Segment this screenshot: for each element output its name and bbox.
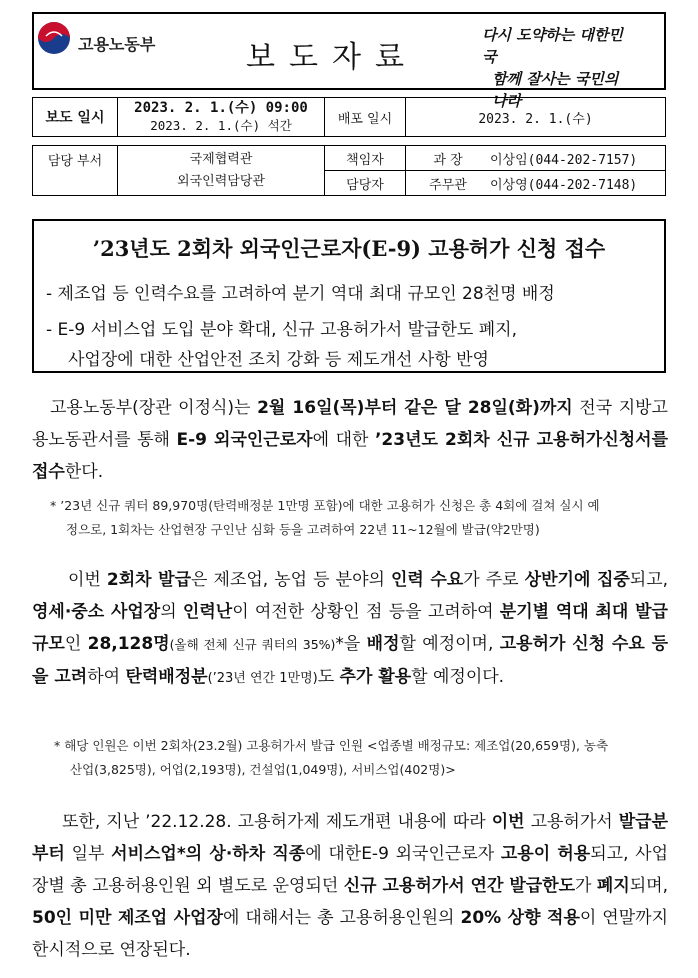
release-table (32, 97, 666, 137)
p2-j: 인력난 (182, 602, 233, 622)
p2-y: 할 예정이다. (411, 667, 505, 687)
dept-name-cell (118, 146, 325, 196)
p2-q: 배정 (366, 634, 400, 654)
release-datetime-paper: 2023. 2. 1.(수) 석간 (150, 118, 292, 133)
release-datetime: 2023. 2. 1.(수) 09:00 (134, 100, 308, 116)
p3-p: 20% 상향 적용 (460, 908, 580, 928)
p2-m: 인 (64, 634, 88, 654)
p3-a: 또한, 지난 ’22.12.28. 고용허가제 제도개편 내용에 따라 (62, 812, 492, 832)
summary-item-2-line1: - E-9 서비스업 도입 분야 확대, 신규 고용허가서 발급한도 폐지, (46, 320, 517, 340)
p3-h: 고용이 허용 (500, 844, 591, 864)
slogan-line2: 함께 잘사는 국민의 나라 (492, 70, 619, 110)
note-1-line1: * ’23년 신규 쿼터 89,970명(탄력배정분 1만명 포함)에 대한 고용허가 신청은 총 4회에 걸쳐 실시 예 (50, 498, 600, 513)
summary-title: ’23년도 2회차 외국인근로자(E-9) 고용허가 신청 접수 (92, 236, 606, 261)
note-1-line2: 정으로, 1회차는 산업현장 구인난 심화 등을 고려하여 22년 11~12월에 발급(약2만명) (66, 522, 540, 537)
p3-o: 에 대해서는 총 고용허용인원의 (223, 908, 461, 928)
p1-text-e: 에 대한 (312, 430, 375, 450)
ministry-logo-icon (36, 20, 72, 56)
paragraph-1 (32, 392, 668, 488)
p3-q: 이 연말까지 한시적으로 연장된다. (32, 908, 668, 960)
p1-period: 2월 16일(목)부터 같은 달 28일(화)까지 (257, 398, 573, 418)
note-2-line1: * 해당 인원은 이번 2회차(23.2월) 고용허가서 발급 인원 <업종별 배정규모: 제조업(20,659명), 농축 (54, 738, 609, 753)
p2-g: 되고, (629, 570, 669, 590)
p3-g: 에 대한E-9 외국인근로자 (305, 844, 501, 864)
distribution-date: 2023. 2. 1.(수) (406, 98, 666, 137)
responsible-label: 책임자 (325, 146, 406, 171)
p3-d: 발급분부터 (32, 812, 668, 864)
note-1 (50, 494, 670, 542)
p2-i: 의 (160, 602, 183, 622)
summary-box (32, 219, 666, 373)
p1-text-c: 전국 지방고용노동관서를 통해 (32, 398, 668, 450)
p2-r: 할 예정이며, (399, 634, 500, 654)
p2-f: 상반기에 집중 (524, 570, 630, 590)
p3-i: 되고, 사업장별 총 고용허용인원 외 별도로 운영되던 (32, 844, 669, 896)
p3-l: 폐지 (596, 876, 630, 896)
p1-text-g: 한다. (64, 462, 104, 482)
p2-o: (올해 전체 신규 쿼터의 35%) (169, 637, 336, 652)
p2-u: 탄력배정분 (125, 667, 208, 687)
p2-d: 인력 수요 (390, 570, 464, 590)
dept-line2: 외국인력담당관 (177, 173, 265, 189)
p3-f: 서비스업*의 상·하차 직종 (111, 844, 306, 864)
p2-p: *을 (335, 634, 367, 654)
p1-target: E-9 외국인근로자 (176, 430, 313, 450)
responsible-title: 과 장 (406, 146, 491, 171)
p3-n: 50인 미만 제조업 사업장 (32, 908, 223, 928)
distribution-label: 배포 일시 (325, 98, 406, 137)
summary-item-2-line2: 사업장에 대한 산업안전 조치 강화 등 제도개선 사항 반영 (68, 350, 489, 370)
release-datetime-cell (118, 98, 325, 137)
p3-e: 일부 (64, 844, 112, 864)
p1-action: ’23년도 2회차 신규 고용허가신청서를 접수 (32, 430, 669, 482)
paragraph-2 (32, 564, 668, 695)
p2-x: 추가 활용 (339, 667, 412, 687)
p2-b: 2회차 발급 (106, 570, 192, 590)
note-2 (54, 734, 674, 782)
p2-e: 가 주로 (463, 570, 525, 590)
p2-c: 은 제조업, 농업 등 분야의 (191, 570, 391, 590)
staff-label: 담당자 (325, 171, 406, 196)
paragraph-3 (32, 806, 668, 966)
org-name: 고용노동부 (78, 35, 156, 54)
doc-title: 보도자료 (246, 40, 418, 75)
p2-v: (’23년 연간 1만명) (207, 671, 318, 686)
staff-title: 주무관 (406, 171, 491, 196)
note-2-line2: 산업(3,825명), 어업(2,193명), 건설업(1,049명), 서비스업(402명)> (70, 762, 456, 777)
p2-h: 영세·중소 사업장 (32, 602, 161, 622)
dept-label: 담당 부서 (33, 146, 118, 196)
p2-t: 하여 (87, 667, 126, 687)
p3-b: 이번 (491, 812, 525, 832)
p2-l: 분기별 역대 최대 발급 규모 (32, 602, 668, 654)
staff-contact: 이상영(044-202-7148) (490, 171, 666, 196)
p2-n: 28,128명 (87, 634, 170, 654)
dept-line1: 국제협력관 (189, 151, 253, 167)
summary-item-1: - 제조업 등 인력수요를 고려하여 분기 역대 최대 규모인 28천명 배정 (46, 284, 555, 304)
slogan-line1: 다시 도약하는 대한민국 (482, 26, 623, 66)
p3-k: 가 (575, 876, 597, 896)
release-label: 보도 일시 (33, 98, 118, 137)
p3-j: 신규 고용허가서 연간 발급한도 (343, 876, 576, 896)
responsible-contact: 이상임(044-202-7157) (490, 146, 666, 171)
p3-m: 되며, (629, 876, 668, 896)
p2-text-a: 이번 (68, 570, 107, 590)
p3-c: 고용허가서 (524, 812, 619, 832)
p2-k: 이 여전한 상황인 점 등을 고려하여 (232, 602, 500, 622)
department-table (32, 145, 666, 196)
p2-w: 도 (317, 667, 340, 687)
p1-text-a: 고용노동부(장관 이정식)는 (50, 398, 258, 418)
p2-s: 고용허가 신청 수요 등을 고려 (32, 634, 669, 687)
